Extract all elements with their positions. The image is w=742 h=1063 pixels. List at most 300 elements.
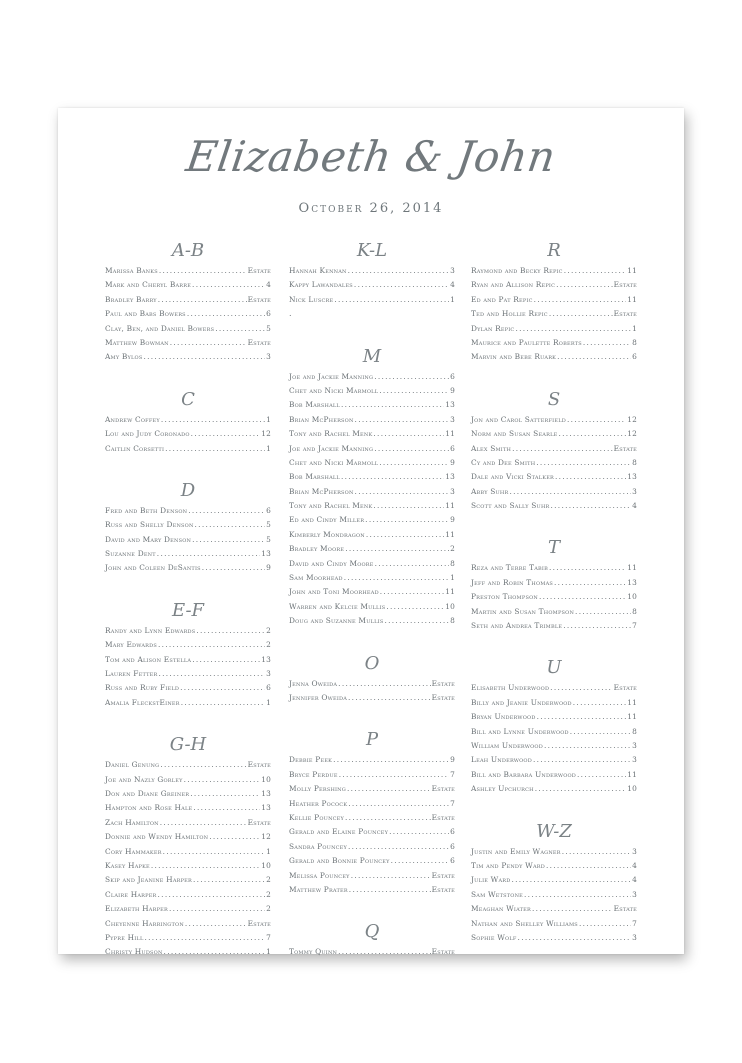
dot-leader xyxy=(375,557,449,571)
dot-leader xyxy=(344,571,449,585)
dot-leader xyxy=(575,605,631,619)
guest-row xyxy=(471,470,637,484)
guest-name: Tommy Quinn xyxy=(289,947,338,957)
dot-leader xyxy=(347,782,431,796)
guest-row xyxy=(289,768,455,782)
dot-leader xyxy=(341,470,444,484)
dot-leader xyxy=(157,547,260,561)
guest-row xyxy=(289,542,455,556)
guest-row xyxy=(105,504,271,518)
guest-row xyxy=(471,917,637,931)
guest-name: Zach Hamilton xyxy=(105,817,159,827)
dot-leader xyxy=(564,264,626,278)
guest-row xyxy=(105,859,271,873)
guest-name: Jon and Carol Satterfield xyxy=(471,414,566,424)
guest-row xyxy=(471,499,637,513)
table-assignment: 1 xyxy=(266,443,271,453)
guest-row xyxy=(289,854,455,868)
couple-names: Elizabeth & John xyxy=(183,132,559,181)
guest-row xyxy=(289,811,455,825)
dot-leader xyxy=(374,370,449,384)
table-assignment: 6 xyxy=(450,443,455,453)
guest-row xyxy=(289,557,455,571)
table-assignment: 9 xyxy=(450,755,455,765)
guest-row xyxy=(105,427,271,441)
guest-name: John and Toni Moorhead xyxy=(289,587,379,597)
dot-leader xyxy=(539,590,626,604)
guest-name: Kimberly Mondragon xyxy=(289,529,365,539)
dot-leader xyxy=(391,854,449,868)
table-assignment: 6 xyxy=(450,856,455,866)
table-assignment: 11 xyxy=(627,563,637,573)
section-monogram: D xyxy=(180,479,196,501)
guest-name: Jennifer Oweida xyxy=(289,692,348,702)
guest-name: Joe and Nazly Gorley xyxy=(105,774,183,784)
guest-row xyxy=(471,710,637,724)
guest-name: Ed and Cindy Miller xyxy=(289,515,365,525)
guest-row xyxy=(105,816,271,830)
table-assignment: 3 xyxy=(266,352,271,362)
guest-name: Nick Luscre xyxy=(289,294,334,304)
dot-leader xyxy=(355,413,450,427)
dot-leader xyxy=(338,677,430,691)
column-2 xyxy=(289,238,455,960)
table-assignment: 8 xyxy=(632,726,637,736)
guest-row xyxy=(471,845,637,859)
table-assignment: 7 xyxy=(632,918,637,928)
dot-leader xyxy=(355,485,450,499)
table-assignment: 3 xyxy=(632,740,637,750)
dot-leader xyxy=(365,513,449,527)
table-assignment: 13 xyxy=(445,472,455,482)
guest-row xyxy=(105,801,271,815)
guest-row xyxy=(105,888,271,902)
dot-leader xyxy=(583,336,631,350)
dot-leader xyxy=(209,830,260,844)
table-assignment: 5 xyxy=(266,520,271,530)
dot-leader xyxy=(161,413,265,427)
guest-row xyxy=(105,830,271,844)
guest-row xyxy=(471,293,637,307)
table-assignment: 2 xyxy=(266,875,271,885)
guest-row xyxy=(105,773,271,787)
dot-leader xyxy=(192,653,260,667)
guest-row xyxy=(289,398,455,412)
table-assignment: 12 xyxy=(261,832,271,842)
guest-row xyxy=(471,442,637,456)
guest-name: Sandra Pouncey xyxy=(289,841,348,851)
table-assignment: 11 xyxy=(627,697,637,707)
dot-leader xyxy=(573,696,626,710)
table-assignment: 12 xyxy=(627,414,637,424)
table-assignment: 1 xyxy=(266,414,271,424)
dot-leader xyxy=(339,768,449,782)
table-assignment: 3 xyxy=(632,889,637,899)
guest-row xyxy=(105,293,271,307)
guest-name: Doug and Suzanne Mullis xyxy=(289,616,384,626)
table-assignment: 13 xyxy=(445,400,455,410)
guest-row xyxy=(471,456,637,470)
table-assignment: 1 xyxy=(632,323,637,333)
table-assignment: 3 xyxy=(450,486,455,496)
guest-row xyxy=(105,413,271,427)
section-monogram: Q xyxy=(364,921,380,943)
table-assignment: Estate xyxy=(613,683,637,693)
table-assignment: 3 xyxy=(632,932,637,942)
guest-row xyxy=(289,470,455,484)
guest-name: Ed and Pat Repic xyxy=(471,294,533,304)
guest-name: Amy Bylos xyxy=(105,352,143,362)
guest-name: Leah Underwood xyxy=(471,755,532,765)
guest-name: Tom and Alison Estella xyxy=(105,654,192,664)
guest-name: Bob Marshall xyxy=(289,472,340,482)
guest-name: Bryan Underwood xyxy=(471,712,536,722)
guest-row xyxy=(289,677,455,691)
table-assignment: 13 xyxy=(261,654,271,664)
guest-row xyxy=(105,638,271,652)
guest-row xyxy=(289,840,455,854)
guest-name: Melissa Pouncey xyxy=(289,870,350,880)
guest-name: Gerald and Elaine Pouncey xyxy=(289,827,389,837)
guest-row xyxy=(289,869,455,883)
table-assignment: 5 xyxy=(266,323,271,333)
guest-row xyxy=(471,413,637,427)
guest-row xyxy=(471,561,637,575)
guest-name: Claire Harper xyxy=(105,889,157,899)
table-assignment: Estate xyxy=(431,678,455,688)
guest-name: Raymond and Becky Repic xyxy=(471,266,563,275)
dot-leader xyxy=(190,787,260,801)
table-assignment: 10 xyxy=(627,592,637,602)
section-monogram: T xyxy=(547,537,560,559)
dot-leader xyxy=(379,384,449,398)
guest-name: Bill and Barbara Underwood xyxy=(471,769,577,779)
table-assignment: Estate xyxy=(431,947,455,957)
guest-name: Elisabeth Underwood xyxy=(471,683,550,693)
dot-leader xyxy=(169,902,265,916)
table-assignment: 6 xyxy=(450,827,455,837)
guest-name: Kellie Pouncey xyxy=(289,812,345,822)
dot-leader xyxy=(536,456,631,470)
table-assignment: 8 xyxy=(632,606,637,616)
guest-name: David and Mary Denson xyxy=(105,534,192,544)
section-monogram: S xyxy=(547,388,561,410)
dot-leader xyxy=(348,691,431,705)
table-assignment: 4 xyxy=(266,280,271,290)
guest-name: Debbie Peek xyxy=(289,755,333,765)
guest-row xyxy=(471,696,637,710)
dot-leader xyxy=(570,725,631,739)
guest-name: Preston Thompson xyxy=(471,592,538,602)
section-spacer xyxy=(289,705,455,727)
dot-leader xyxy=(165,442,265,456)
table-assignment: 3 xyxy=(632,486,637,496)
guest-row xyxy=(105,533,271,547)
table-assignment: 5 xyxy=(266,534,271,544)
guest-row xyxy=(471,902,637,916)
table-assignment: Estate xyxy=(247,337,271,347)
dot-leader xyxy=(163,845,265,859)
guest-row xyxy=(289,278,455,292)
guest-row xyxy=(105,845,271,859)
table-assignment: 9 xyxy=(266,563,271,573)
guest-row xyxy=(471,619,637,633)
dot-leader xyxy=(537,710,627,724)
guest-row xyxy=(471,782,637,796)
table-assignment: 10 xyxy=(445,601,455,611)
guest-row xyxy=(289,413,455,427)
guest-name: Matthew Bowman xyxy=(105,337,169,347)
guest-name: Donnie and Wendy Hamilton xyxy=(105,832,209,842)
dot-leader xyxy=(158,667,265,681)
guest-row xyxy=(471,725,637,739)
dot-leader xyxy=(379,456,449,470)
dot-leader xyxy=(158,638,265,652)
guest-name: Julie Ward xyxy=(471,875,511,885)
guest-row xyxy=(471,336,637,350)
dot-leader xyxy=(549,307,613,321)
table-assignment: Estate xyxy=(431,870,455,880)
guest-name: Amalia FleckstEiner xyxy=(105,697,180,707)
guest-row xyxy=(105,547,271,561)
guest-name: Lou and Judy Coronado xyxy=(105,429,190,439)
guest-name: Marvin and Bebe Ruark xyxy=(471,352,557,362)
guest-row xyxy=(289,499,455,513)
dot-leader xyxy=(562,845,631,859)
dot-leader xyxy=(192,278,265,292)
table-assignment: Estate xyxy=(247,817,271,827)
guest-row xyxy=(105,758,271,772)
guest-row xyxy=(289,945,455,959)
guest-row xyxy=(471,485,637,499)
dot-leader xyxy=(159,264,247,278)
table-assignment: Estate xyxy=(431,784,455,794)
column-1 xyxy=(105,238,271,960)
guest-name: Billy and Jeanie Underwood xyxy=(471,697,572,707)
section-monogram: R xyxy=(547,240,561,261)
section-spacer xyxy=(105,576,271,598)
guest-name: Hampton and Rose Hale xyxy=(105,803,193,813)
table-assignment: 3 xyxy=(632,846,637,856)
dot-leader xyxy=(512,442,613,456)
dot-leader xyxy=(348,797,449,811)
dot-leader xyxy=(509,485,631,499)
section-spacer xyxy=(289,629,455,651)
guest-name: Molly Pershing xyxy=(289,784,346,794)
dot-leader xyxy=(511,873,631,887)
guest-name: Russ and Shelly Denson xyxy=(105,520,194,530)
guest-row xyxy=(105,945,271,959)
table-assignment: 7 xyxy=(266,932,271,942)
guest-name: Brian McPherson xyxy=(289,414,354,424)
dot-leader xyxy=(515,322,631,336)
guest-name: Christy Hudson xyxy=(105,947,163,957)
dot-leader xyxy=(192,533,265,547)
guest-row xyxy=(289,825,455,839)
dot-leader xyxy=(546,859,631,873)
guest-name: Mary Edwards xyxy=(105,640,157,650)
table-assignment: 1 xyxy=(266,846,271,856)
guest-row xyxy=(289,442,455,456)
dot-leader xyxy=(533,753,631,767)
table-assignment: 1 xyxy=(266,697,271,707)
dot-leader xyxy=(180,681,265,695)
guest-name: Cy and Dee Smith xyxy=(471,457,536,467)
dot-leader xyxy=(374,442,449,456)
guest-row xyxy=(105,653,271,667)
table-assignment: 8 xyxy=(632,337,637,347)
table-assignment: 3 xyxy=(266,669,271,679)
table-assignment: 12 xyxy=(627,429,637,439)
dot-leader xyxy=(185,917,247,931)
guest-row xyxy=(105,787,271,801)
table-assignment: 11 xyxy=(445,429,455,439)
dot-leader xyxy=(567,413,626,427)
guest-row xyxy=(471,873,637,887)
section-spacer xyxy=(471,513,637,535)
section-monogram: M xyxy=(362,345,382,367)
table-assignment: 13 xyxy=(627,577,637,587)
guest-name: Heather Pocock xyxy=(289,798,348,808)
table-assignment: 2 xyxy=(266,625,271,635)
guest-row xyxy=(471,605,637,619)
dot-leader xyxy=(193,801,260,815)
table-assignment: 10 xyxy=(261,774,271,784)
guest-row xyxy=(289,513,455,527)
table-assignment: 10 xyxy=(627,784,637,794)
dot-leader xyxy=(524,888,631,902)
guest-name: Tony and Rachel Menk xyxy=(289,501,373,511)
table-assignment: 9 xyxy=(450,385,455,395)
guest-name: Norm and Susan Searle xyxy=(471,429,558,439)
table-assignment: 11 xyxy=(627,769,637,779)
dot-leader xyxy=(193,873,265,887)
dot-leader xyxy=(333,753,449,767)
section-monogram: A-B xyxy=(171,240,205,261)
section-monogram: W-Z xyxy=(536,820,572,842)
guest-row xyxy=(289,528,455,542)
guest-row xyxy=(105,278,271,292)
table-assignment: 11 xyxy=(627,294,637,304)
guest-row xyxy=(105,322,271,336)
dot-leader xyxy=(170,336,247,350)
dot-leader xyxy=(551,499,632,513)
dot-leader xyxy=(555,470,626,484)
guest-name: Dylan Repic xyxy=(471,323,515,333)
guest-row xyxy=(105,624,271,638)
guest-row xyxy=(289,614,455,628)
guest-row xyxy=(289,782,455,796)
section-monogram: K-L xyxy=(356,240,388,261)
guest-name: Kappy Lawandales xyxy=(289,280,353,290)
table-assignment: 9 xyxy=(450,457,455,467)
guest-row xyxy=(105,667,271,681)
guest-name: Ryan and Allison Repic xyxy=(471,280,556,290)
guest-name: John and Coleen DeSantis xyxy=(105,563,201,573)
guest-row xyxy=(289,797,455,811)
guest-row xyxy=(471,739,637,753)
guest-name: Seth and Andrea Trimble xyxy=(471,621,563,631)
section-spacer xyxy=(471,633,637,655)
dot-leader xyxy=(158,888,266,902)
guest-name: Tim and Pendy Ward xyxy=(471,860,545,870)
table-assignment: 13 xyxy=(261,788,271,798)
table-assignment: Estate xyxy=(613,443,637,453)
dot-leader xyxy=(351,869,431,883)
guest-row xyxy=(471,322,637,336)
dot-leader xyxy=(518,931,632,945)
dot-leader xyxy=(366,528,444,542)
table-assignment: 13 xyxy=(627,472,637,482)
dot-leader xyxy=(556,278,612,292)
guest-name: Reza and Terre Tabib xyxy=(471,563,548,573)
guest-row xyxy=(105,561,271,575)
guest-row xyxy=(289,585,455,599)
guest-row xyxy=(105,931,271,945)
table-assignment: 2 xyxy=(266,889,271,899)
dot-leader xyxy=(348,840,449,854)
guest-name: David and Cindy Moore xyxy=(289,558,374,568)
table-assignment: 6 xyxy=(266,683,271,693)
section-monogram: U xyxy=(546,657,562,679)
guest-name: Brian McPherson xyxy=(289,486,354,496)
guest-name: Bradley Moore xyxy=(289,544,345,554)
guest-name: Daniel Genung xyxy=(105,760,160,770)
guest-name: Bryce Perdue xyxy=(289,769,338,779)
guest-name: Abby Suhr xyxy=(471,486,509,496)
guest-row xyxy=(471,264,637,278)
guest-row xyxy=(471,859,637,873)
guest-row xyxy=(105,902,271,916)
guest-name: Chet and Nicki Marmoll xyxy=(289,457,379,467)
dot-leader xyxy=(373,499,444,513)
table-assignment: 4 xyxy=(632,875,637,885)
dot-leader xyxy=(341,398,444,412)
dot-leader xyxy=(534,293,627,307)
guest-name: Hannah Kennan xyxy=(289,266,347,275)
guest-name: Chet and Nicki Marmoll xyxy=(289,385,379,395)
guest-name: Joe and Jackie Manning xyxy=(289,371,374,381)
section-spacer xyxy=(105,365,271,387)
dot-leader xyxy=(535,782,627,796)
guest-name: Clay, Ben, and Daniel Bowers xyxy=(105,323,215,333)
table-assignment: Estate xyxy=(613,280,637,290)
guest-name: Sam Moorhead xyxy=(289,573,343,583)
guest-name: Nathan and Shelley Williams xyxy=(471,918,578,928)
table-assignment: Estate xyxy=(613,309,637,319)
guest-row xyxy=(471,753,637,767)
dot-leader xyxy=(188,504,265,518)
table-assignment: 11 xyxy=(445,587,455,597)
dot-leader xyxy=(389,825,449,839)
table-assignment: 11 xyxy=(445,501,455,511)
dot-leader xyxy=(558,427,626,441)
table-assignment: Estate xyxy=(613,904,637,914)
table-assignment: 11 xyxy=(445,529,455,539)
guest-row xyxy=(105,442,271,456)
guest-row xyxy=(105,873,271,887)
guest-name: Paul and Babs Bowers xyxy=(105,309,186,319)
guest-row xyxy=(105,350,271,364)
stray-mark: . xyxy=(289,309,292,319)
guest-name: Bob Marshall xyxy=(289,400,340,410)
guest-name: Pypre Hill xyxy=(105,932,144,942)
table-assignment: 4 xyxy=(450,280,455,290)
guest-name: Cory Hammaker xyxy=(105,846,162,856)
table-assignment: 6 xyxy=(632,352,637,362)
dot-leader xyxy=(184,773,261,787)
guest-name: Sophie Wolf xyxy=(471,932,517,942)
